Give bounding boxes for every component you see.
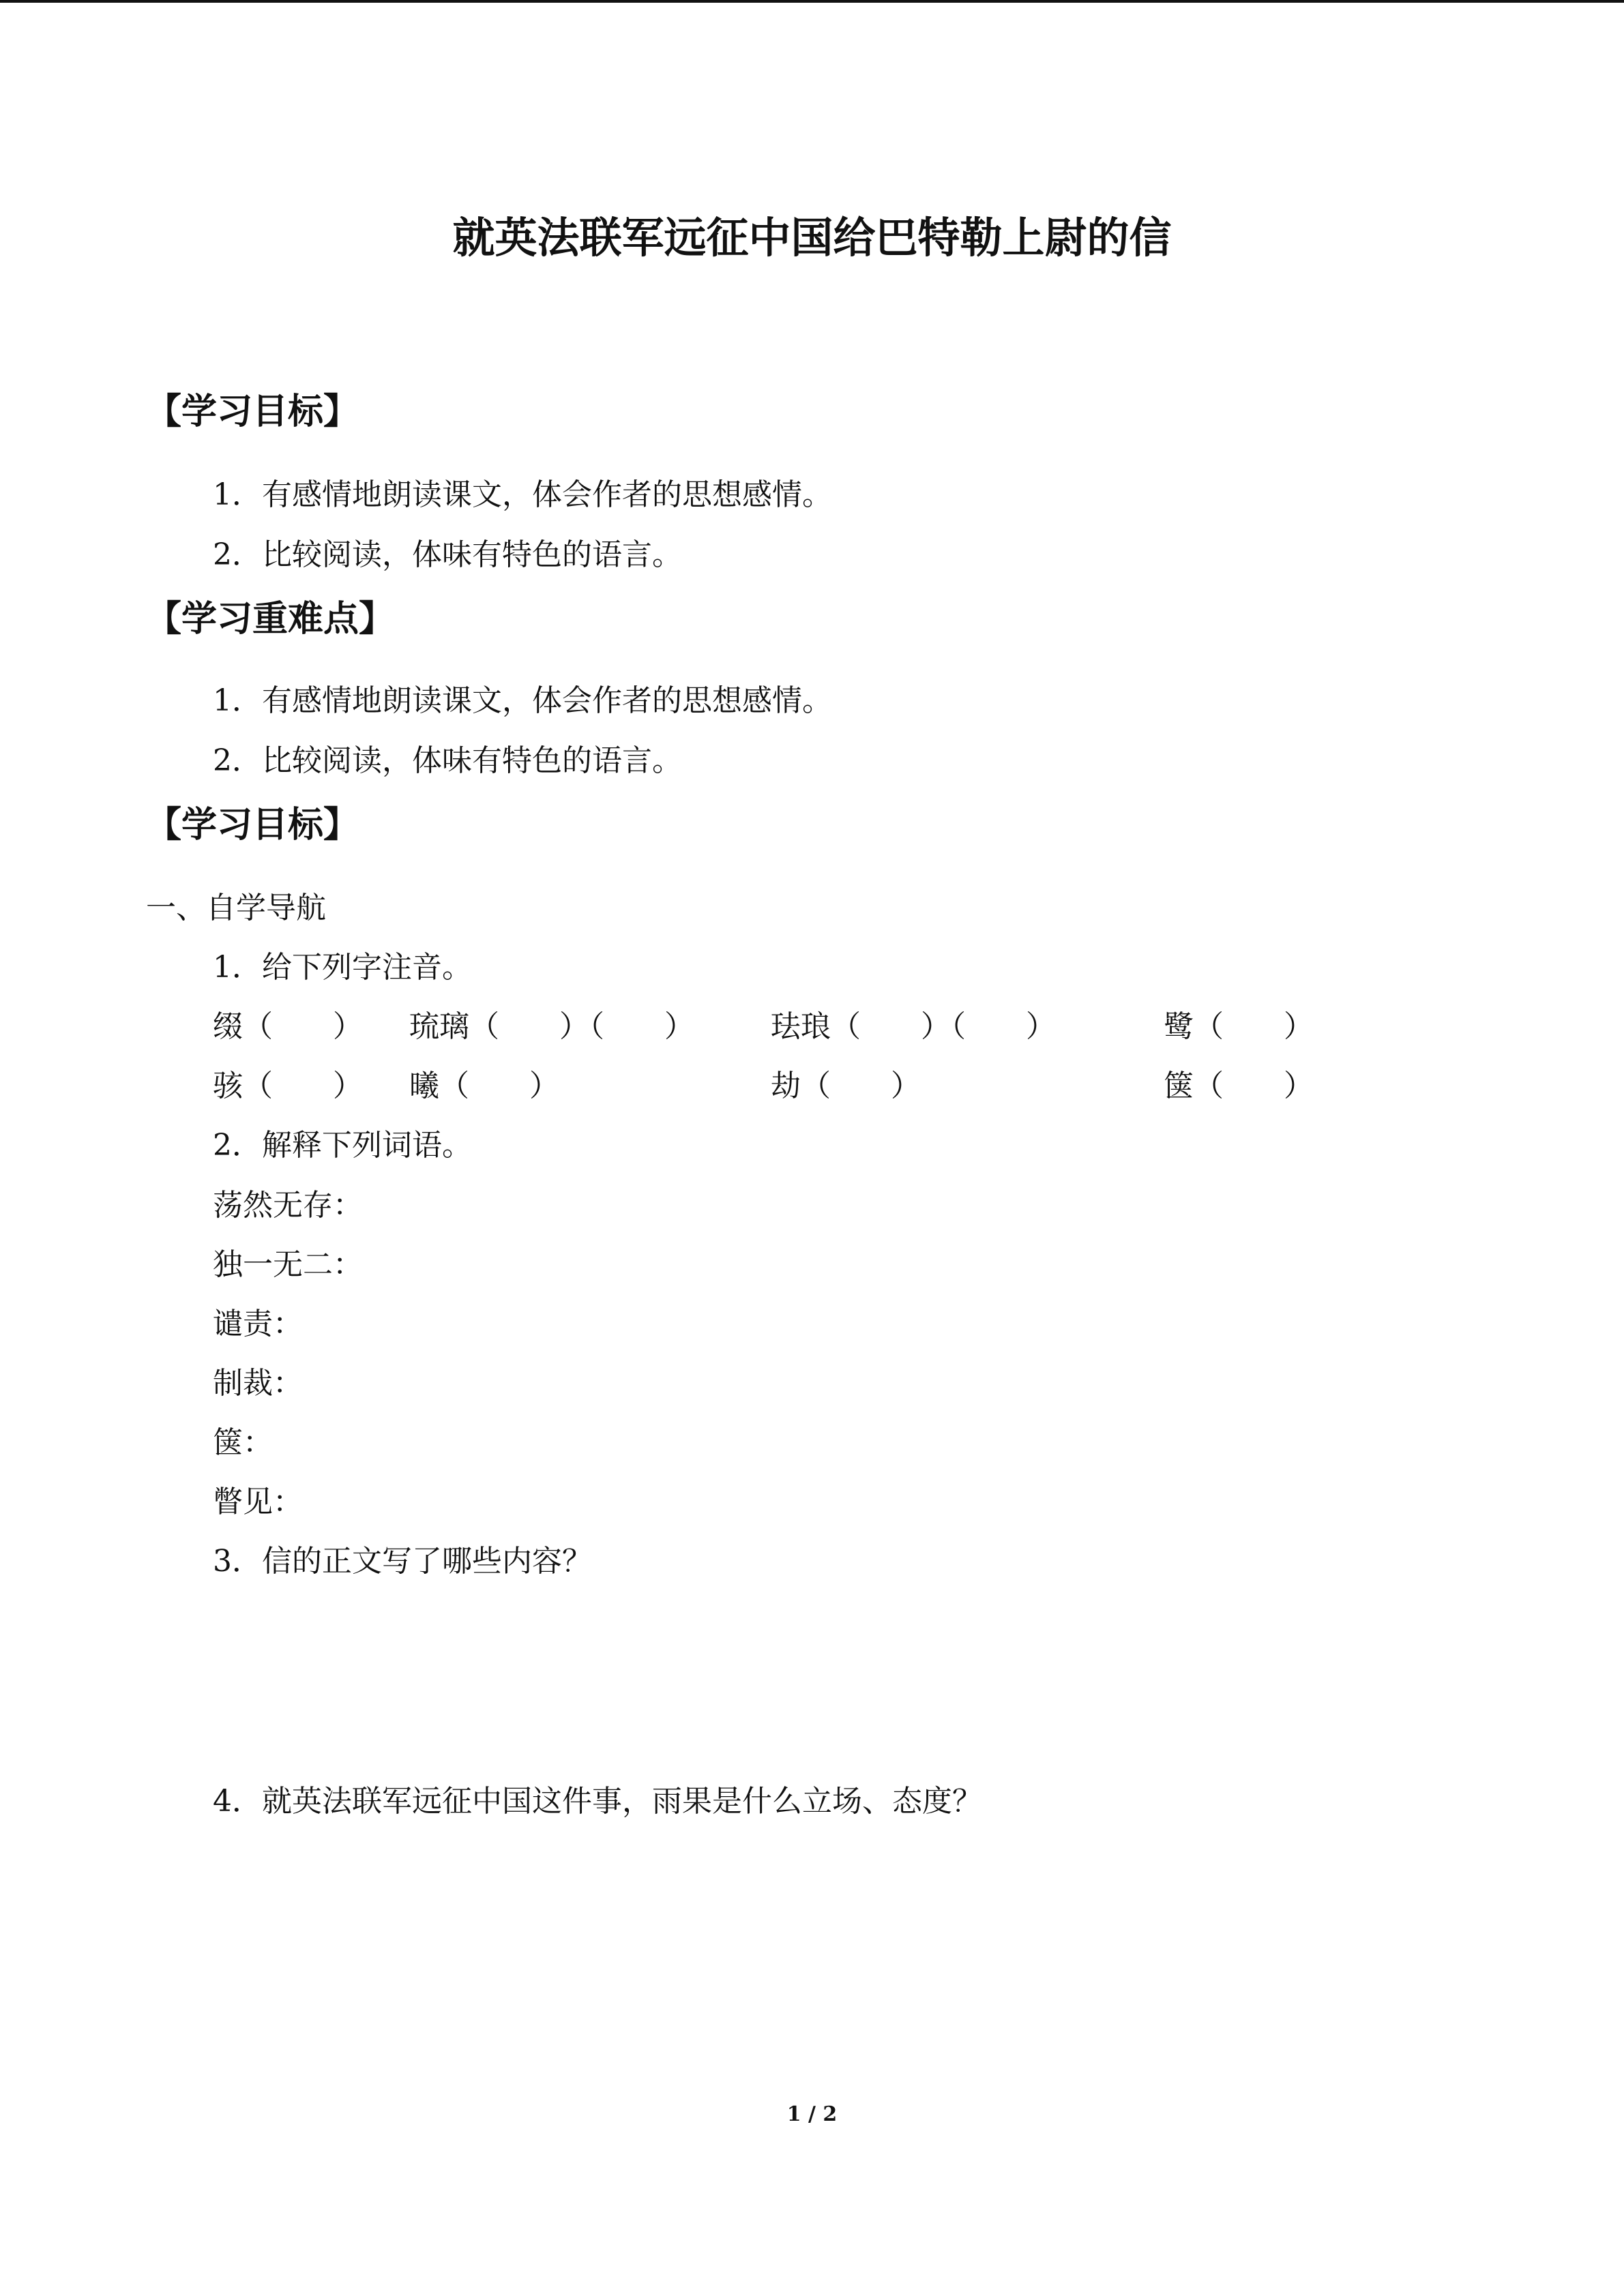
key-point-item-1: 1．有感情地朗读课文，体会作者的思想感情。 [213,683,832,718]
page-number: 1 / 2 [786,2102,838,2126]
phonetic-item: 琉璃（ ）（ ） [409,1009,694,1044]
section-heading-goals: 【学习目标】 [146,391,359,432]
phonetic-item: 珐琅（ ）（ ） [771,1009,1056,1044]
phonetic-item: 缀（ ） [213,1009,363,1044]
top-border-line [0,0,1624,3]
term-item: 荡然无存： [213,1188,363,1223]
section-heading-key-points: 【学习重难点】 [146,598,395,640]
term-item: 瞥见： [213,1485,303,1519]
question-4: 4．就英法联军远征中国这件事，雨果是什么立场、态度？ [213,1784,982,1819]
goal-item-2: 2．比较阅读，体味有特色的语言。 [213,537,682,572]
question-1: 1．给下列字注音。 [213,950,472,985]
key-point-item-2: 2．比较阅读，体味有特色的语言。 [213,743,682,778]
term-item: 独一无二： [213,1247,363,1282]
term-item: 制裁： [213,1366,303,1401]
phonetic-item: 骇（ ） [213,1069,363,1103]
goal-item-1: 1．有感情地朗读课文，体会作者的思想感情。 [213,477,832,512]
part-heading-self-study: 一、自学导航 [146,891,326,925]
document-title: 就英法联军远征中国给巴特勒上尉的信 [452,213,1172,263]
phonetic-item: 鹭（ ） [1164,1009,1314,1044]
section-heading-goals-2: 【学习目标】 [146,804,359,846]
term-item: 箧： [213,1425,273,1460]
phonetic-item: 箧（ ） [1164,1069,1314,1103]
phonetic-item: 劫（ ） [771,1069,921,1103]
phonetic-item: 曦（ ） [409,1069,559,1103]
question-2: 2．解释下列词语。 [213,1128,472,1163]
term-item: 谴责： [213,1307,303,1341]
question-3: 3．信的正文写了哪些内容？ [213,1544,592,1579]
